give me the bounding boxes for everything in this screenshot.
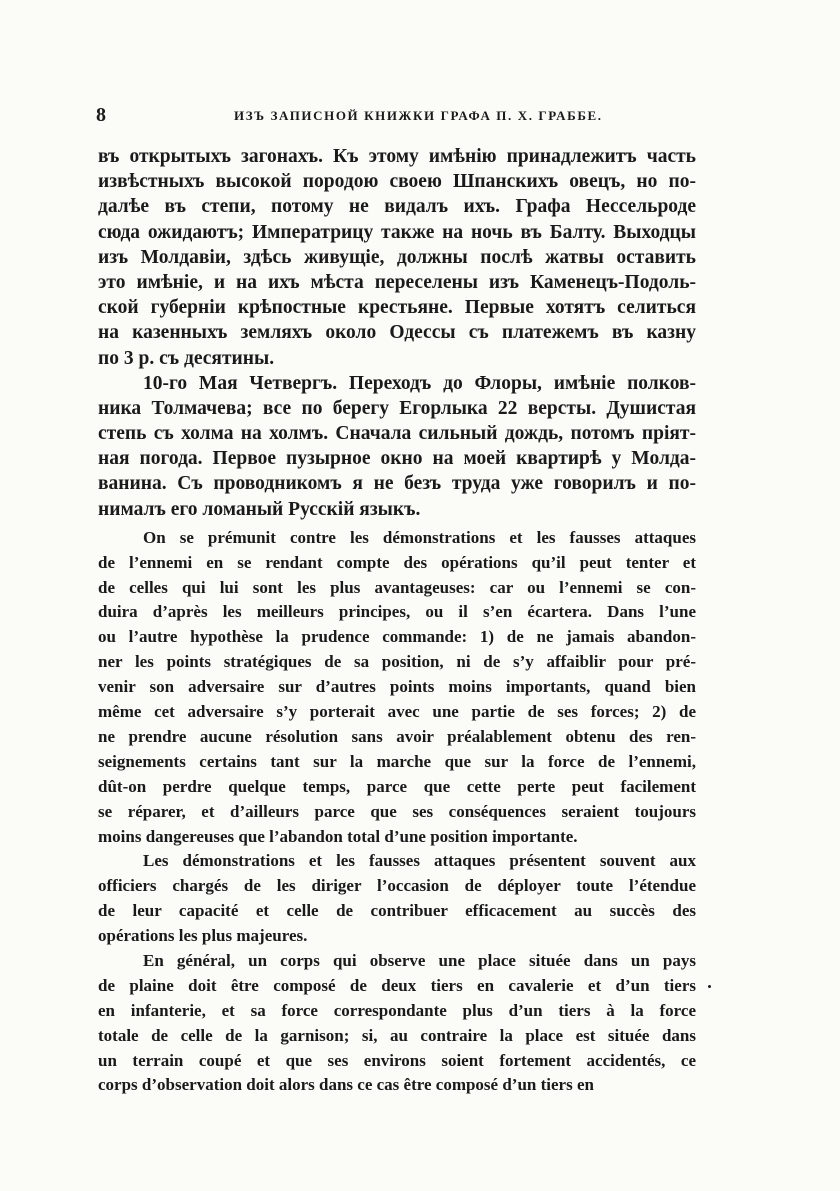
text-line: On se prémunit contre les démonstrations et les fausses attaques — [143, 527, 696, 547]
text-line: ner les points stratégiques de sa position, ni de s’y affaiblir pour pré- — [98, 652, 696, 672]
paragraph — [98, 144, 696, 371]
text-line: corps d’observation doit alors dans ce cas être composé d’un tiers en — [98, 1075, 594, 1095]
text-line: même cet adversaire s’y porterait avec une partie de ses forces; 2) de — [98, 702, 696, 722]
text-line: en infanterie, et sa force correspondante plus d’un tiers à la force — [98, 1000, 696, 1020]
text-line: un terrain coupé et que ses environs soient fortement accidentés, ce — [98, 1050, 696, 1070]
paragraph — [98, 371, 696, 522]
text-line: 10-го Мая Четвергъ. Переходъ до Флоры, имѣніе полков- — [143, 372, 696, 394]
text-line: по 3 р. съ десятины. — [98, 347, 275, 369]
text-line: seignements certains tant sur la marche que sur la force de l’ennemi, — [98, 751, 696, 771]
text-line: moins dangereuses que l’abandon total d’une position importante. — [98, 826, 578, 846]
text-line: ne prendre aucune résolution sans avoir préalablement obtenu des ren- — [98, 726, 696, 746]
text-line: officiers chargés de les diriger l’occasion de déployer toute l’étendue — [98, 876, 696, 896]
text-line: на казенныхъ земляхъ около Одессы съ платежемъ въ казну — [98, 322, 696, 344]
text-line: въ открытыхъ загонахъ. Къ этому имѣнію принадлежитъ часть — [98, 146, 696, 167]
text-line: de l’ennemi en se rendant compte des opérations qu’il peut tenter et — [98, 552, 696, 572]
text-line: de plaine doit être composé de deux tiers en cavalerie et d’un tiers — [98, 975, 696, 995]
text-line: это имѣніе, и на ихъ мѣста переселены изъ Каменецъ-Подоль- — [98, 271, 696, 293]
text-line: ника Толмачева; все по берегу Егорлыка 22 версты. Душистая — [98, 397, 696, 419]
text-line: dût-on perdre quelque temps, parce que cette perte peut facilement — [98, 776, 696, 796]
page-number: 8 — [96, 104, 106, 126]
body-text — [98, 144, 696, 1098]
paragraph — [98, 849, 696, 949]
text-line: de leur capacité et celle de contribuer efficacement au succès des — [98, 901, 696, 921]
text-line: opérations les plus majeures. — [98, 926, 308, 946]
text-line: duira d’après les meilleurs principes, ou il s’en écartera. Dans l’une — [98, 602, 696, 622]
text-line: ской губерніи крѣпостные крестьяне. Первые хотятъ селиться — [98, 297, 696, 319]
text-line: ванина. Съ проводникомъ я не безъ труда уже говорилъ и по- — [98, 473, 696, 495]
text-line: de celles qui lui sont les plus avantageuses: car ou l’ennemi se con- — [98, 577, 696, 597]
text-line: se réparer, et d’ailleurs parce que ses conséquences seraient toujours — [98, 801, 696, 821]
text-line: далѣе въ степи, потому не видалъ ихъ. Графа Нессельроде — [98, 196, 696, 218]
text-line: нималъ его ломаный Русскій языкъ. — [98, 498, 421, 520]
text-line: venir son adversaire sur d’autres points moins importants, quand bien — [98, 677, 696, 697]
text-line: сюда ожидаютъ; Императрицу также на ночь въ Балту. Выходцы — [98, 221, 696, 243]
text-line: ou l’autre hypothèse la prudence commande: 1) de ne jamais abandon- — [98, 627, 696, 647]
text-line: totale de celle de la garnison; si, au contraire la place est située dans — [98, 1025, 696, 1045]
text-line: ная погода. Первое пузырное окно на моей квартирѣ у Молда- — [98, 448, 696, 470]
text-line: извѣстныхъ высокой породою своею Шпанскихъ овецъ, но по- — [98, 171, 696, 193]
print-speck — [708, 985, 711, 988]
page-header — [96, 104, 696, 128]
text-line: изъ Молдавіи, здѣсь живущіе, должны послѣ жатвы оставить — [98, 246, 696, 268]
text-line: En général, un corps qui observe une place située dans un pays — [143, 950, 696, 970]
paragraph — [98, 526, 696, 850]
text-line: Les démonstrations et les fausses attaques présentent souvent aux — [143, 851, 696, 871]
paragraph — [98, 949, 696, 1098]
text-line: степь съ холма на холмъ. Сначала сильный дождь, потомъ пріят- — [98, 423, 696, 445]
running-head: ИЗЪ ЗАПИСНОЙ КНИЖКИ ГРАФА П. Х. ГРАББЕ. — [234, 108, 603, 123]
